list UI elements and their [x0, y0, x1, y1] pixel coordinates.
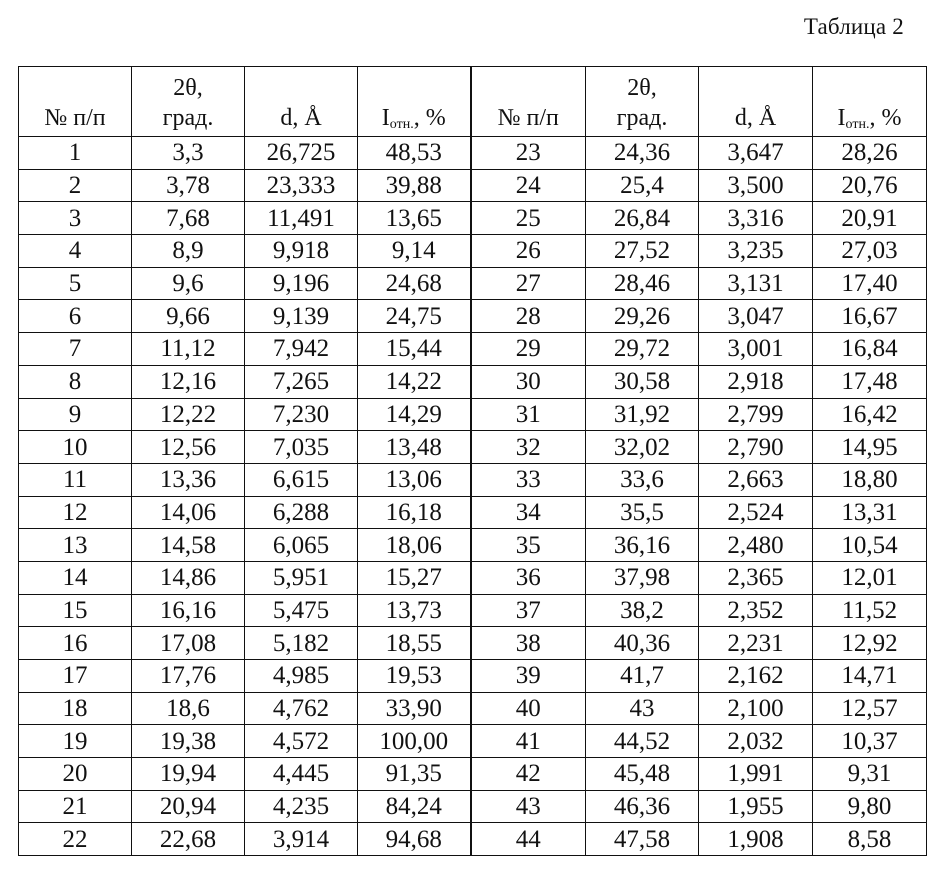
cell-intensity-left: 13,73: [358, 594, 471, 627]
header-d-right: d, Å: [699, 67, 813, 137]
cell-num-left: 20: [19, 758, 132, 791]
cell-intensity-left: 84,24: [358, 790, 471, 823]
cell-angle-left: 11,12: [132, 333, 245, 366]
cell-d-left: 4,985: [245, 660, 358, 693]
cell-angle-right: 35,5: [586, 496, 699, 529]
cell-d-left: 3,914: [245, 823, 358, 856]
cell-d-right: 2,231: [699, 627, 813, 660]
cell-intensity-right: 14,95: [813, 431, 927, 464]
cell-num-right: 38: [471, 627, 586, 660]
cell-intensity-right: 12,57: [813, 692, 927, 725]
cell-d-left: 23,333: [245, 169, 358, 202]
cell-intensity-right: 11,52: [813, 594, 927, 627]
cell-num-left: 17: [19, 660, 132, 693]
cell-d-right: 2,918: [699, 365, 813, 398]
cell-intensity-right: 17,48: [813, 365, 927, 398]
table-row: [19, 137, 927, 170]
cell-d-right: 2,480: [699, 529, 813, 562]
cell-angle-left: 14,58: [132, 529, 245, 562]
cell-intensity-left: 91,35: [358, 758, 471, 791]
cell-d-right: 3,316: [699, 202, 813, 235]
cell-num-left: 6: [19, 300, 132, 333]
cell-d-right: 2,799: [699, 398, 813, 431]
cell-d-right: 2,663: [699, 463, 813, 496]
cell-d-left: 4,762: [245, 692, 358, 725]
cell-intensity-right: 20,76: [813, 169, 927, 202]
table-row: [19, 169, 927, 202]
cell-intensity-left: 18,55: [358, 627, 471, 660]
table-row: [19, 594, 927, 627]
cell-d-left: 4,572: [245, 725, 358, 758]
cell-d-left: 5,475: [245, 594, 358, 627]
cell-angle-right: 27,52: [586, 235, 699, 268]
cell-d-right: 3,131: [699, 267, 813, 300]
cell-d-left: 9,196: [245, 267, 358, 300]
cell-num-left: 2: [19, 169, 132, 202]
cell-d-right: 3,001: [699, 333, 813, 366]
cell-angle-left: 14,06: [132, 496, 245, 529]
cell-angle-right: 46,36: [586, 790, 699, 823]
cell-intensity-left: 39,88: [358, 169, 471, 202]
cell-d-left: 4,445: [245, 758, 358, 791]
cell-angle-right: 30,58: [586, 365, 699, 398]
cell-intensity-left: 9,14: [358, 235, 471, 268]
cell-angle-right: 45,48: [586, 758, 699, 791]
cell-num-left: 13: [19, 529, 132, 562]
header-num-left: № п/п: [19, 67, 132, 137]
cell-num-right: 23: [471, 137, 586, 170]
table-row: [19, 300, 927, 333]
cell-intensity-right: 16,67: [813, 300, 927, 333]
cell-angle-left: 3,78: [132, 169, 245, 202]
cell-d-left: 6,288: [245, 496, 358, 529]
table-row: [19, 627, 927, 660]
cell-angle-left: 20,94: [132, 790, 245, 823]
cell-d-left: 26,725: [245, 137, 358, 170]
table-row: [19, 496, 927, 529]
cell-intensity-right: 12,01: [813, 561, 927, 594]
cell-intensity-right: 14,71: [813, 660, 927, 693]
table-row: [19, 235, 927, 268]
table-row: [19, 660, 927, 693]
cell-intensity-right: 18,80: [813, 463, 927, 496]
cell-angle-right: 47,58: [586, 823, 699, 856]
cell-d-left: 5,182: [245, 627, 358, 660]
cell-angle-right: 37,98: [586, 561, 699, 594]
cell-angle-left: 19,38: [132, 725, 245, 758]
table-row: [19, 529, 927, 562]
cell-d-right: 1,908: [699, 823, 813, 856]
table-row: [19, 398, 927, 431]
cell-num-left: 10: [19, 431, 132, 464]
cell-num-right: 25: [471, 202, 586, 235]
cell-angle-right: 38,2: [586, 594, 699, 627]
header-d-left: d, Å: [245, 67, 358, 137]
cell-d-left: 6,065: [245, 529, 358, 562]
cell-angle-right: 40,36: [586, 627, 699, 660]
cell-angle-left: 12,22: [132, 398, 245, 431]
cell-d-left: 9,918: [245, 235, 358, 268]
cell-d-left: 11,491: [245, 202, 358, 235]
cell-angle-right: 29,26: [586, 300, 699, 333]
table-row: [19, 202, 927, 235]
header-angle-left: 2θ, град.: [132, 67, 245, 137]
cell-angle-right: 25,4: [586, 169, 699, 202]
cell-num-right: 26: [471, 235, 586, 268]
cell-num-left: 1: [19, 137, 132, 170]
cell-num-right: 28: [471, 300, 586, 333]
cell-d-right: 3,047: [699, 300, 813, 333]
cell-angle-left: 16,16: [132, 594, 245, 627]
cell-d-left: 6,615: [245, 463, 358, 496]
table-row: [19, 823, 927, 856]
cell-d-right: 2,162: [699, 660, 813, 693]
table-caption: Таблица 2: [803, 14, 904, 39]
cell-angle-left: 13,36: [132, 463, 245, 496]
cell-num-left: 22: [19, 823, 132, 856]
cell-intensity-left: 18,06: [358, 529, 471, 562]
cell-intensity-right: 13,31: [813, 496, 927, 529]
cell-d-right: 2,352: [699, 594, 813, 627]
cell-num-left: 8: [19, 365, 132, 398]
table-row: [19, 431, 927, 464]
header-angle-right: 2θ, град.: [586, 67, 699, 137]
cell-intensity-left: 19,53: [358, 660, 471, 693]
cell-intensity-left: 100,00: [358, 725, 471, 758]
cell-intensity-right: 28,26: [813, 137, 927, 170]
cell-num-left: 15: [19, 594, 132, 627]
cell-num-right: 35: [471, 529, 586, 562]
cell-d-right: 2,790: [699, 431, 813, 464]
cell-intensity-left: 15,44: [358, 333, 471, 366]
cell-angle-right: 32,02: [586, 431, 699, 464]
cell-d-right: 2,365: [699, 561, 813, 594]
cell-d-right: 1,955: [699, 790, 813, 823]
cell-num-left: 4: [19, 235, 132, 268]
cell-num-right: 30: [471, 365, 586, 398]
cell-intensity-left: 13,65: [358, 202, 471, 235]
cell-angle-right: 33,6: [586, 463, 699, 496]
cell-num-right: 33: [471, 463, 586, 496]
table-header-row: [19, 67, 927, 137]
cell-angle-right: 36,16: [586, 529, 699, 562]
cell-intensity-left: 14,29: [358, 398, 471, 431]
cell-intensity-right: 8,58: [813, 823, 927, 856]
xrd-data-table: [18, 66, 927, 856]
cell-num-right: 27: [471, 267, 586, 300]
cell-angle-right: 41,7: [586, 660, 699, 693]
table-row: [19, 333, 927, 366]
cell-num-left: 21: [19, 790, 132, 823]
cell-d-left: 7,265: [245, 365, 358, 398]
cell-intensity-right: 12,92: [813, 627, 927, 660]
cell-num-left: 7: [19, 333, 132, 366]
cell-angle-left: 12,56: [132, 431, 245, 464]
cell-num-right: 40: [471, 692, 586, 725]
header-intensity-right: $I_{отн.}$, %: [813, 67, 927, 137]
cell-d-left: 5,951: [245, 561, 358, 594]
cell-num-right: 41: [471, 725, 586, 758]
cell-d-left: 9,139: [245, 300, 358, 333]
cell-intensity-left: 13,48: [358, 431, 471, 464]
table-row: [19, 692, 927, 725]
cell-d-right: 2,100: [699, 692, 813, 725]
cell-angle-left: 12,16: [132, 365, 245, 398]
cell-d-left: 4,235: [245, 790, 358, 823]
cell-intensity-left: 24,75: [358, 300, 471, 333]
cell-d-right: 3,235: [699, 235, 813, 268]
cell-intensity-left: 24,68: [358, 267, 471, 300]
cell-num-right: 29: [471, 333, 586, 366]
table-row: [19, 758, 927, 791]
cell-angle-right: 24,36: [586, 137, 699, 170]
cell-angle-right: 44,52: [586, 725, 699, 758]
cell-intensity-left: 33,90: [358, 692, 471, 725]
cell-angle-right: 31,92: [586, 398, 699, 431]
cell-num-right: 34: [471, 496, 586, 529]
cell-angle-left: 18,6: [132, 692, 245, 725]
cell-num-right: 44: [471, 823, 586, 856]
header-intensity-left: $I_{отн.}$, %: [358, 67, 471, 137]
cell-num-right: 43: [471, 790, 586, 823]
cell-num-left: 3: [19, 202, 132, 235]
cell-intensity-right: 20,91: [813, 202, 927, 235]
cell-num-left: 19: [19, 725, 132, 758]
cell-intensity-right: 16,84: [813, 333, 927, 366]
cell-intensity-left: 94,68: [358, 823, 471, 856]
cell-angle-right: 26,84: [586, 202, 699, 235]
table-row: [19, 267, 927, 300]
cell-angle-right: 28,46: [586, 267, 699, 300]
table-row: [19, 561, 927, 594]
cell-d-left: 7,035: [245, 431, 358, 464]
cell-num-left: 9: [19, 398, 132, 431]
cell-angle-left: 7,68: [132, 202, 245, 235]
cell-num-right: 42: [471, 758, 586, 791]
table-row: [19, 790, 927, 823]
cell-num-left: 11: [19, 463, 132, 496]
cell-intensity-left: 15,27: [358, 561, 471, 594]
cell-angle-left: 19,94: [132, 758, 245, 791]
table-row: [19, 463, 927, 496]
cell-intensity-left: 13,06: [358, 463, 471, 496]
cell-d-right: 2,524: [699, 496, 813, 529]
cell-angle-right: 43: [586, 692, 699, 725]
cell-intensity-right: 9,80: [813, 790, 927, 823]
cell-intensity-right: 10,54: [813, 529, 927, 562]
cell-angle-left: 22,68: [132, 823, 245, 856]
cell-intensity-left: 16,18: [358, 496, 471, 529]
cell-angle-right: 29,72: [586, 333, 699, 366]
cell-num-right: 24: [471, 169, 586, 202]
cell-num-right: 37: [471, 594, 586, 627]
cell-num-right: 39: [471, 660, 586, 693]
cell-num-left: 14: [19, 561, 132, 594]
cell-angle-left: 3,3: [132, 137, 245, 170]
table-row: [19, 725, 927, 758]
table-row: [19, 365, 927, 398]
cell-intensity-right: 16,42: [813, 398, 927, 431]
cell-num-left: 18: [19, 692, 132, 725]
cell-num-left: 5: [19, 267, 132, 300]
cell-angle-left: 14,86: [132, 561, 245, 594]
cell-num-right: 31: [471, 398, 586, 431]
cell-angle-left: 9,6: [132, 267, 245, 300]
cell-angle-left: 8,9: [132, 235, 245, 268]
header-num-right: № п/п: [471, 67, 586, 137]
cell-d-left: 7,942: [245, 333, 358, 366]
cell-angle-left: 17,08: [132, 627, 245, 660]
cell-num-right: 32: [471, 431, 586, 464]
cell-num-left: 16: [19, 627, 132, 660]
cell-angle-left: 17,76: [132, 660, 245, 693]
cell-intensity-left: 14,22: [358, 365, 471, 398]
cell-angle-left: 9,66: [132, 300, 245, 333]
table-body: [19, 137, 927, 856]
cell-d-left: 7,230: [245, 398, 358, 431]
cell-intensity-right: 17,40: [813, 267, 927, 300]
cell-num-left: 12: [19, 496, 132, 529]
cell-intensity-right: 10,37: [813, 725, 927, 758]
cell-intensity-right: 27,03: [813, 235, 927, 268]
cell-d-right: 3,500: [699, 169, 813, 202]
cell-d-right: 2,032: [699, 725, 813, 758]
cell-d-right: 1,991: [699, 758, 813, 791]
cell-d-right: 3,647: [699, 137, 813, 170]
cell-num-right: 36: [471, 561, 586, 594]
cell-intensity-right: 9,31: [813, 758, 927, 791]
cell-intensity-left: 48,53: [358, 137, 471, 170]
